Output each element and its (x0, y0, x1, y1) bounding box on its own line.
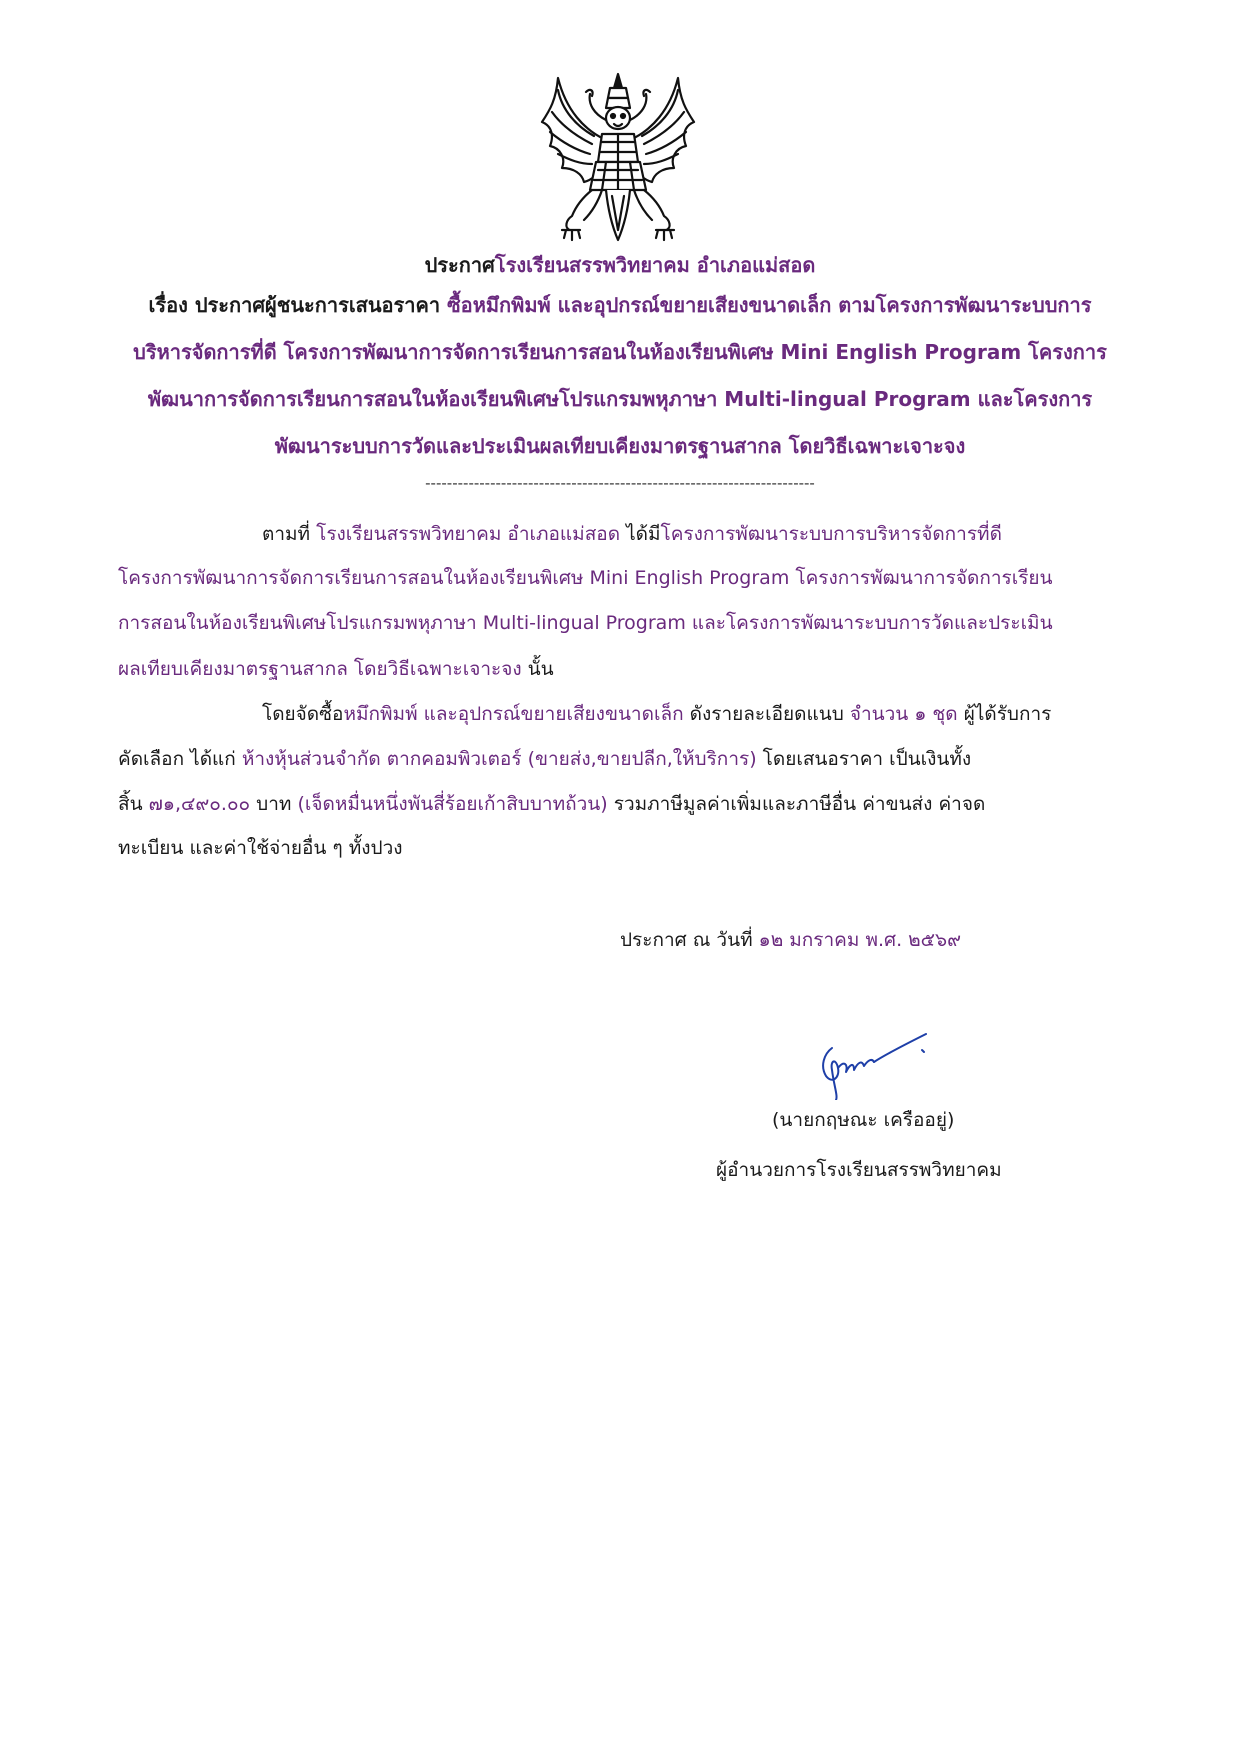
para1-line-1 (262, 519, 1002, 549)
para1-text-a: ตามที่ (262, 523, 317, 545)
para2-selected-label: คัดเลือก ได้แก่ (118, 748, 242, 770)
para2-line-2 (118, 744, 971, 774)
subject-line-4: พัฒนาระบบการวัดและประเมินผลเทียบเคียงมาตรฐานสากล โดยวิธีเฉพาะเจาะจง (274, 434, 966, 458)
para2-text-a: โดยจัดซื้อ (262, 703, 344, 725)
subject-line-3: พัฒนาการจัดการเรียนการสอนในห้องเรียนพิเศษโปรแกรมพหุภาษา Multi-lingual Program และโครงการ (147, 387, 1093, 411)
para1-text-c: ได้มี (620, 523, 661, 545)
para2-line-3 (118, 789, 985, 819)
signer-name: (นายกฤษณะ เครืออยู่) (772, 1109, 955, 1131)
para1-school: โรงเรียนสรรพวิทยาคม อำเภอแม่สอด (316, 523, 621, 545)
subject-line-2: บริหารจัดการที่ดี โครงการพัฒนาการจัดการเรียนการสอนในห้องเรียนพิเศษ Mini English Program โครงการ (133, 340, 1107, 364)
para2-tax-text: รวมภาษีมูลค่าเพิ่มและภาษีอื่น ค่าขนส่ง ค่าจด (607, 793, 986, 815)
para2-text-c: ดังรายละเอียดแนบ (683, 703, 850, 725)
para2-line-4: ทะเบียน และค่าใช้จ่ายอื่น ๆ ทั้งปวง (118, 837, 403, 859)
title-prefix: ประกาศ (424, 253, 495, 277)
signer-position: ผู้อำนวยการโรงเรียนสรรพวิทยาคม (716, 1159, 1002, 1181)
para1-method: ผลเทียบเคียงมาตรฐานสากล โดยวิธีเฉพาะเจาะจง (118, 658, 522, 680)
para1-project: โครงการพัฒนาระบบการบริหารจัดการที่ดี (660, 523, 1002, 545)
para2-amount: ๗๑,๔๙๐.๐๐ (148, 793, 251, 815)
para2-offer-label: โดยเสนอราคา เป็นเงินทั้ง (756, 748, 972, 770)
signature-icon (810, 1030, 940, 1100)
subject-line-1 (100, 284, 1140, 326)
para1-line-4 (118, 654, 554, 684)
para2-total-label: สิ้น (118, 793, 149, 815)
divider: ------------------------------------------------------------------------ (425, 474, 815, 492)
announcement-title (100, 244, 1140, 286)
para2-baht: บาท (250, 793, 298, 815)
subject-text-1: ซื้อหมึกพิมพ์ และอุปกรณ์ขยายเสียงขนาดเล็ก ตามโครงการพัฒนาระบบการ (440, 293, 1092, 317)
para2-quantity: จำนวน ๑ ชุด (849, 703, 958, 725)
para2-items: หมึกพิมพ์ และอุปกรณ์ขยายเสียงขนาดเล็ก (343, 703, 684, 725)
para2-vendor: ห้างหุ้นส่วนจำกัด ตากคอมพิวเตอร์ (ขายส่ง,ขายปลีก,ให้บริการ) (241, 748, 757, 770)
date-label: ประกาศ ณ วันที่ (620, 929, 759, 951)
subject-label: เรื่อง ประกาศผู้ชนะการเสนอราคา (148, 293, 441, 317)
date-value: ๑๒ มกราคม พ.ศ. ๒๕๖๙ (758, 929, 962, 951)
para1-line-3: การสอนในห้องเรียนพิเศษโปรแกรมพหุภาษา Multi-lingual Program และโครงการพัฒนาระบบการวัดและประเมิน (118, 612, 1053, 634)
para2-line-1 (262, 699, 1051, 729)
announcement-date (620, 925, 961, 955)
para2-amount-words: (เจ็ดหมื่นหนึ่งพันสี่ร้อยเก้าสิบบาทถ้วน) (297, 793, 608, 815)
title-school: โรงเรียนสรรพวิทยาคม อำเภอแม่สอด (494, 253, 816, 277)
garuda-emblem-icon (536, 70, 700, 246)
para1-line-2: โครงการพัฒนาการจัดการเรียนการสอนในห้องเรียนพิเศษ Mini English Program โครงการพัฒนาการจัดการเรียน (118, 567, 1053, 589)
para1-end: นั้น (521, 658, 554, 680)
para2-text-e: ผู้ได้รับการ (957, 703, 1052, 725)
